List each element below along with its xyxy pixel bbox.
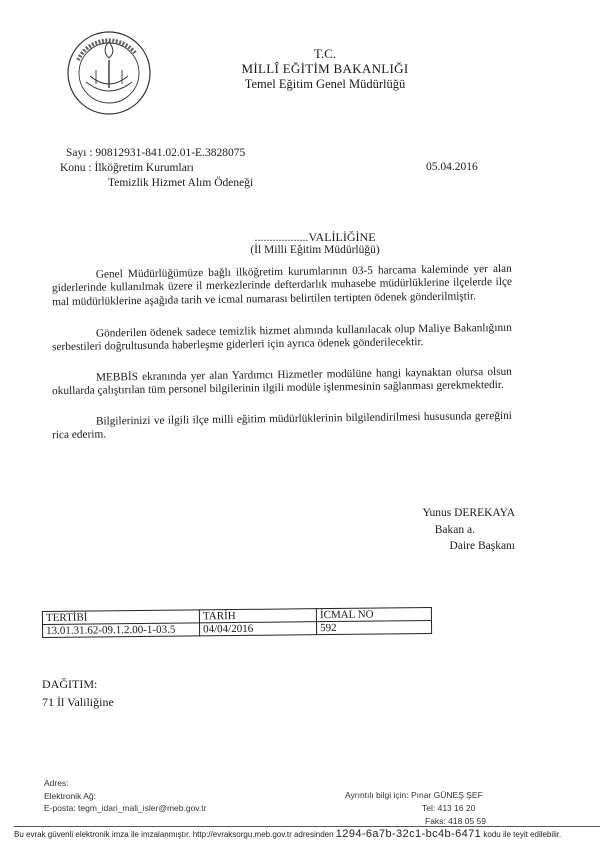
table-cell: 04/04/2016 <box>200 622 317 636</box>
body-paragraph-1-text: Genel Müdürlüğümüze bağlı ilköğretim kurumlarının 03-5 harcama kaleminde yer alan giderlerinde kullanılmak üzere il merkezlerinde defterdarlık muhasebe müdürlüklerine ilçelerde ilçe mal müdürlüklerine aşağıda tarih ve icmal numarası belirtilen tertipten ödenek gönderilmiştir. <box>51 262 513 309</box>
subject-line: Konu : İlköğretim Kurumları <box>60 162 194 174</box>
distribution-item: 71 İl Valiliğine <box>42 695 114 709</box>
addressee: ..................VALİLİĞİNE <box>254 230 376 244</box>
footer-network: Elektronik Ağ: <box>44 791 96 801</box>
header-tc: T.C. <box>313 46 337 61</box>
table-cell: 13.01.31.62-09.1.2.00-1-03.5 <box>43 623 200 638</box>
body-paragraph-3 <box>52 366 512 399</box>
ministry-logo <box>66 30 152 116</box>
verification-text: Bu evrak güvenli elektronik imza ile imzalanmıştır. http://evraksorgu.meb.gov.tr adresinden <box>14 830 336 839</box>
addressee-sub: (İl Milli Eğitim Müdürlüğü) <box>250 244 380 256</box>
body-paragraph-1 <box>52 263 513 310</box>
distribution-label: DAĞITIM: <box>42 677 98 691</box>
footer-contact: Ayrıntılı bilgi için: Pınar GÜNEŞ ŞEF <box>345 790 483 800</box>
e-signature-verification <box>14 826 600 840</box>
table-header: İCMAL NO <box>316 607 431 621</box>
signer-title: Bakan a. <box>434 524 475 536</box>
footer-fax: Faks: 418 05 59 <box>425 816 486 826</box>
footer-address: Adres: <box>44 778 69 788</box>
allocation-table <box>42 609 432 636</box>
header-directorate: Temel Eğitim Genel Müdürlüğü <box>244 77 406 91</box>
table-cell: 592 <box>316 620 431 634</box>
body-paragraph-2-text: Gönderilen ödenek sadece temizlik hizmet alımında kullanılacak olup Maliye Bakanlığının serbestileri doğrultusunda haberleşme giderleri için ayrıca ödenek gönderilecektir. <box>52 321 512 354</box>
body-paragraph-4 <box>52 410 512 443</box>
signer-department: Daire Başkanı <box>449 540 515 552</box>
table-header: TERTİBİ <box>42 610 199 625</box>
footer-phone: Tel: 413 16 20 <box>422 803 476 813</box>
header-ministry: MİLLÎ EĞİTİM BAKANLIĞI <box>241 61 409 76</box>
reference-number: Sayı : 90812931-841.02.01-E.3828075 <box>66 147 246 159</box>
verification-code: 1294-6a7b-32c1-bc4b-6471 <box>335 828 482 840</box>
document-date: 05.04.2016 <box>426 161 478 173</box>
signer-name: Yunus DEREKAYA <box>422 507 515 519</box>
subject-line-2: Temizlik Hizmet Alım Ödeneği <box>108 177 254 189</box>
verification-tail: kodu ile teyit edilebilir. <box>481 830 562 839</box>
body-paragraph-4-text: Bilgilerinizi ve ilgili ilçe milli eğitim müdürlüklerinin bilgilendirilmesi hususunda gereğini rica ederim. <box>52 409 512 442</box>
footer-email: E-posta: tegm_idari_mali_isler@meb.gov.tr <box>44 803 207 813</box>
table-header: TARİH <box>199 609 316 623</box>
table-row <box>43 620 432 637</box>
body-paragraph-2 <box>52 322 512 355</box>
body-paragraph-3-text: MEBBİS ekranında yer alan Yardımcı Hizmetler modülüne hangi kaynaktan olursa olsun okullarda çalıştırılan tüm personel bilgilerinin ilgili modüle işlenmesinin sağlanması gerekmektedir. <box>52 365 512 398</box>
